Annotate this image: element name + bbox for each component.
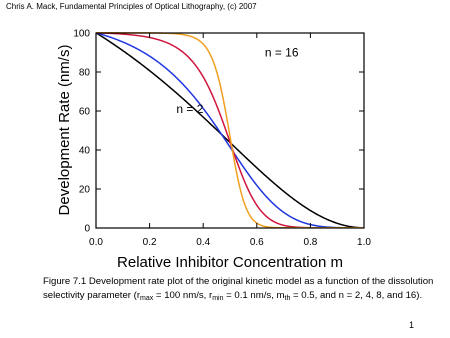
plot-frame: [96, 33, 364, 228]
caption-text-1: Figure 7.1 Development rate plot of the original kinetic model as a function of the dissolution selectivity parameter (r: [43, 276, 434, 301]
series-line-n4: [96, 33, 364, 228]
caption-text-2: = 100 nm/s, r: [153, 290, 213, 301]
y-tick-label: 40: [78, 145, 90, 157]
page-number: 1: [409, 320, 415, 330]
curve-annotation: n = 16: [264, 45, 299, 60]
caption-sub-min: min: [212, 295, 224, 302]
y-tick-label: 80: [78, 67, 90, 79]
curve-annotation: n = 2: [176, 101, 204, 116]
caption-text-3: = 0.1 nm/s, m: [223, 290, 285, 301]
series-line-n16: [96, 33, 364, 228]
x-axis-label: Relative Inhibitor Concentration m: [117, 254, 343, 271]
y-tick-label: 60: [78, 106, 90, 118]
caption-text-4: = 0.5, and n = 2, 4, 8, and 16).: [290, 290, 423, 301]
series-line-n8: [96, 33, 364, 228]
figure-caption: [43, 275, 438, 303]
y-tick-label: 20: [78, 184, 90, 196]
series-layer: [96, 33, 364, 228]
annotation-layer: [176, 45, 298, 116]
x-tick-label: 0.6: [249, 237, 264, 248]
caption-sub-max: max: [140, 295, 154, 302]
x-tick-label: 0.4: [196, 237, 211, 248]
x-tick-label: 0.2: [142, 237, 157, 248]
y-tick-label: 0: [84, 223, 90, 235]
axis-layer: [73, 29, 371, 249]
x-tick-label: 1.0: [357, 237, 371, 248]
series-line-n2: [96, 33, 364, 228]
caption-sub-th: th: [284, 295, 291, 302]
y-axis-label: Development Rate (nm/s): [56, 44, 73, 216]
header-credit: Chris A. Mack, Fundamental Principles of Optical Lithography, (c) 2007: [6, 2, 257, 11]
x-tick-label: 0.8: [303, 237, 318, 248]
x-tick-label: 0.0: [89, 237, 103, 248]
y-tick-label: 100: [73, 28, 90, 40]
